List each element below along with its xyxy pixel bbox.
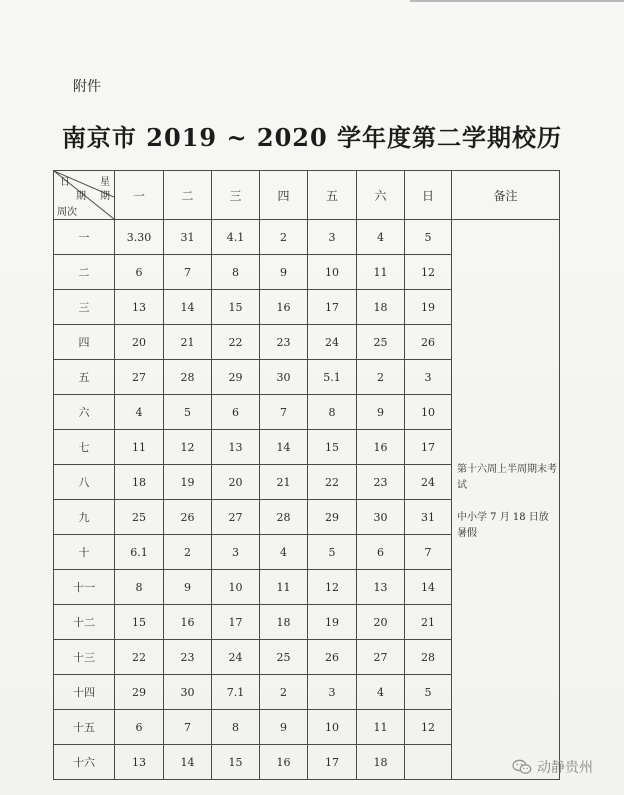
date-cell: 31 [164, 220, 212, 255]
date-cell: 11 [357, 255, 405, 290]
week-label-cell: 十四 [54, 675, 115, 710]
date-cell: 7 [260, 395, 308, 430]
date-cell: 4 [357, 675, 405, 710]
date-cell: 5 [308, 535, 357, 570]
date-cell: 3 [308, 220, 357, 255]
corner-cell [54, 171, 115, 220]
date-cell: 25 [357, 325, 405, 360]
remarks-header: 备注 [452, 171, 560, 220]
date-cell: 21 [405, 605, 452, 640]
date-cell: 15 [212, 745, 260, 780]
date-cell: 19 [308, 605, 357, 640]
date-cell: 24 [405, 465, 452, 500]
wechat-icon [512, 759, 532, 775]
date-cell: 16 [164, 605, 212, 640]
date-cell: 8 [212, 710, 260, 745]
date-cell: 11 [357, 710, 405, 745]
weekday-header: 四 [260, 171, 308, 220]
week-label-cell: 十二 [54, 605, 115, 640]
date-cell: 2 [260, 675, 308, 710]
date-cell: 30 [357, 500, 405, 535]
date-cell: 6 [115, 710, 164, 745]
corner-label-zhouci: 周次 [57, 207, 77, 218]
date-cell: 13 [115, 745, 164, 780]
date-cell: 19 [164, 465, 212, 500]
week-label-cell: 十五 [54, 710, 115, 745]
date-cell: 30 [164, 675, 212, 710]
week-label-cell: 三 [54, 290, 115, 325]
attachment-label: 附件 [73, 79, 101, 95]
date-cell: 11 [260, 570, 308, 605]
date-cell: 14 [260, 430, 308, 465]
date-cell: 13 [115, 290, 164, 325]
date-cell: 4 [260, 535, 308, 570]
date-cell: 26 [164, 500, 212, 535]
week-label-cell: 九 [54, 500, 115, 535]
date-cell: 13 [212, 430, 260, 465]
date-cell: 9 [164, 570, 212, 605]
date-cell: 3 [212, 535, 260, 570]
date-cell: 28 [260, 500, 308, 535]
date-cell: 9 [260, 255, 308, 290]
date-cell: 28 [164, 360, 212, 395]
paper-edge-line [410, 0, 624, 2]
date-cell: 31 [405, 500, 452, 535]
date-cell: 27 [357, 640, 405, 675]
date-cell: 18 [357, 290, 405, 325]
date-cell: 4 [357, 220, 405, 255]
week-label-cell: 一 [54, 220, 115, 255]
date-cell: 6 [357, 535, 405, 570]
date-cell: 3 [308, 675, 357, 710]
date-cell: 12 [405, 255, 452, 290]
date-cell: 10 [308, 255, 357, 290]
week-label-cell: 五 [54, 360, 115, 395]
date-cell: 16 [260, 745, 308, 780]
week-label-cell: 七 [54, 430, 115, 465]
weekday-header: 二 [164, 171, 212, 220]
date-cell: 14 [164, 745, 212, 780]
date-cell: 9 [357, 395, 405, 430]
watermark [512, 757, 593, 777]
date-cell: 17 [212, 605, 260, 640]
date-cell: 2 [357, 360, 405, 395]
date-cell: 16 [357, 430, 405, 465]
week-label-cell: 二 [54, 255, 115, 290]
date-cell: 26 [308, 640, 357, 675]
date-cell: 5 [164, 395, 212, 430]
weekday-header: 五 [308, 171, 357, 220]
date-cell: 7 [164, 255, 212, 290]
date-cell: 3 [405, 360, 452, 395]
date-cell: 9 [260, 710, 308, 745]
date-cell: 21 [164, 325, 212, 360]
date-cell: 10 [212, 570, 260, 605]
date-cell: 18 [357, 745, 405, 780]
date-cell: 22 [212, 325, 260, 360]
date-cell: 8 [308, 395, 357, 430]
weekday-header: 日 [405, 171, 452, 220]
corner-label-xing: 星 [100, 177, 110, 188]
date-cell: 17 [405, 430, 452, 465]
date-cell: 4.1 [212, 220, 260, 255]
week-label-cell: 十 [54, 535, 115, 570]
date-cell: 10 [405, 395, 452, 430]
weekday-header: 一 [115, 171, 164, 220]
remarks-cell [452, 220, 560, 780]
date-cell: 30 [260, 360, 308, 395]
weekday-header: 三 [212, 171, 260, 220]
date-cell: 14 [164, 290, 212, 325]
week-label-cell: 六 [54, 395, 115, 430]
date-cell: 6.1 [115, 535, 164, 570]
date-cell: 14 [405, 570, 452, 605]
date-cell: 28 [405, 640, 452, 675]
weekday-header: 六 [357, 171, 405, 220]
date-cell: 23 [260, 325, 308, 360]
date-cell: 5 [405, 220, 452, 255]
date-cell: 29 [308, 500, 357, 535]
remark-exam-note: 第十六周上半周期末考试 [457, 464, 557, 491]
date-cell: 26 [405, 325, 452, 360]
date-cell: 16 [260, 290, 308, 325]
date-cell [405, 745, 452, 780]
date-cell: 29 [212, 360, 260, 395]
date-cell: 3.30 [115, 220, 164, 255]
date-cell: 15 [212, 290, 260, 325]
page-title: 南京市 2019 ~ 2020 学年度第二学期校历 [61, 123, 563, 152]
date-cell: 25 [115, 500, 164, 535]
date-cell: 4 [115, 395, 164, 430]
header-row [54, 171, 560, 220]
date-cell: 20 [212, 465, 260, 500]
date-cell: 6 [115, 255, 164, 290]
date-cell: 17 [308, 745, 357, 780]
corner-label-qi-right: 期 [100, 191, 110, 202]
date-cell: 21 [260, 465, 308, 500]
date-cell: 15 [115, 605, 164, 640]
date-cell: 23 [357, 465, 405, 500]
date-cell: 20 [357, 605, 405, 640]
date-cell: 8 [212, 255, 260, 290]
date-cell: 7 [405, 535, 452, 570]
week-label-cell: 四 [54, 325, 115, 360]
date-cell: 2 [260, 220, 308, 255]
date-cell: 22 [308, 465, 357, 500]
date-cell: 8 [115, 570, 164, 605]
date-cell: 12 [405, 710, 452, 745]
date-cell: 10 [308, 710, 357, 745]
date-cell: 27 [212, 500, 260, 535]
date-cell: 17 [308, 290, 357, 325]
date-cell: 2 [164, 535, 212, 570]
date-cell: 18 [260, 605, 308, 640]
remark-summer-vacation-note: 中小学 7 月 18 日放暑假 [457, 512, 549, 539]
week-label-cell: 十一 [54, 570, 115, 605]
date-cell: 20 [115, 325, 164, 360]
date-cell: 25 [260, 640, 308, 675]
date-cell: 7 [164, 710, 212, 745]
date-cell: 23 [164, 640, 212, 675]
corner-label-ri: 日 [60, 177, 70, 188]
date-cell: 24 [212, 640, 260, 675]
date-cell: 5.1 [308, 360, 357, 395]
date-cell: 22 [115, 640, 164, 675]
date-cell: 6 [212, 395, 260, 430]
date-cell: 18 [115, 465, 164, 500]
date-cell: 7.1 [212, 675, 260, 710]
date-cell: 11 [115, 430, 164, 465]
date-cell: 12 [308, 570, 357, 605]
corner-label-qi-left: 期 [76, 191, 86, 202]
week-row [54, 220, 560, 255]
week-label-cell: 八 [54, 465, 115, 500]
date-cell: 29 [115, 675, 164, 710]
date-cell: 27 [115, 360, 164, 395]
date-cell: 5 [405, 675, 452, 710]
week-label-cell: 十六 [54, 745, 115, 780]
date-cell: 13 [357, 570, 405, 605]
date-cell: 12 [164, 430, 212, 465]
week-label-cell: 十三 [54, 640, 115, 675]
date-cell: 19 [405, 290, 452, 325]
date-cell: 15 [308, 430, 357, 465]
watermark-text: 动静贵州 [537, 760, 593, 776]
date-cell: 24 [308, 325, 357, 360]
